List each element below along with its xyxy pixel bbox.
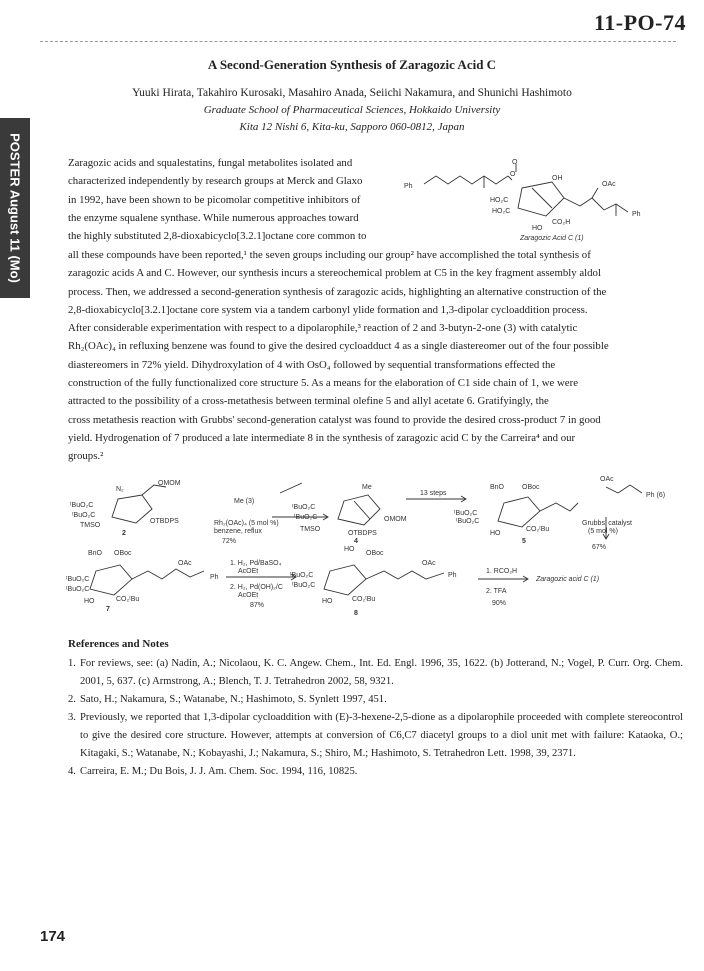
cpd7-oboc: OBoc: [114, 550, 132, 557]
authors: Yuuki Hirata, Takahiro Kurosaki, Masahiro Anada, Seiichi Nakamura, and Shunichi Hashimoto: [132, 87, 572, 99]
ph-label-2: Ph: [632, 211, 641, 218]
cpd2-n2: N₂: [116, 486, 124, 493]
cpd5-obn: BnO: [490, 484, 505, 491]
cpd6-oac: OAc: [600, 476, 614, 483]
step4-s2: 2. H₂, Pd(OH)₂/C: [230, 584, 283, 591]
ester-o-label: O: [510, 171, 516, 178]
header-rule: [40, 41, 676, 42]
cpd7-ring: [90, 565, 132, 595]
cpd8-oboc: OBoc: [366, 550, 384, 557]
page-number: 174: [40, 928, 66, 945]
body-text-full: [68, 246, 683, 466]
paper-title: A Second-Generation Synthesis of Zaragozic Acid C: [207, 57, 497, 72]
step2-text: 13 steps: [420, 490, 447, 497]
cpd4-l2: ᵗBuO₂C: [294, 514, 318, 521]
cpd7-number: 7: [106, 606, 110, 613]
body-line: 2,8-dioxabicyclo[3.2.1]octane core system via a tandem carbonyl ylide formation and 1,3-dipolar cycloaddition process.: [68, 303, 588, 316]
zaragozic-acid-structure: [402, 158, 692, 248]
cpd4-bridge: [354, 501, 370, 519]
cpd4-number: 4: [354, 538, 358, 545]
cpd4-me: Me: [362, 484, 372, 491]
final-product: Zaragozic acid C (1): [536, 576, 600, 583]
step1-cond2: benzene, reflux: [214, 528, 262, 535]
body-line: characterized independently by research groups at Merck and Glaxo: [68, 175, 363, 188]
cpd7-ph: Ph: [210, 574, 219, 581]
core-ring: [518, 182, 564, 216]
alkyne-bond: [280, 483, 302, 493]
step4-s1b: AcOEt: [238, 568, 259, 575]
cpd4-omom: OMOM: [384, 516, 407, 523]
cpd2-omom: OMOM: [158, 480, 181, 487]
cpd7-co2: CO₂ᵗBu: [116, 596, 140, 603]
step4-s2b: AcOEt: [238, 592, 259, 599]
reference-number: 1.: [68, 658, 76, 669]
cpd6-chain: [606, 485, 642, 493]
body-line: After considerable experimentation with respect to a dipolarophile,³ reaction of 2 and 3-butyn-2-one (3) with catalytic: [68, 322, 578, 335]
cpd5-co2: CO₂ᵗBu: [526, 526, 550, 533]
reference-text: Sato, H.; Nakamura, S.; Watanabe, N.; Hashimoto, S. Synlett 1997, 451.: [80, 694, 387, 705]
oac-label: OAc: [602, 181, 616, 188]
poster-code: 11-PO-74: [594, 10, 686, 35]
body-text-narrow: [68, 154, 392, 245]
reference-item: [68, 709, 683, 763]
step5-s2: 2. TFA: [486, 588, 507, 595]
reference-text: Previously, we reported that 1,3-dipolar cycloaddition with (E)-3-hexene-2,5-dione as a dipolarophile proceeded with complete stereocontrol to give the desired core structure. However, attempts at conversion of C6,C7 diacetyl groups to a diol unit met with failure: Kataoka, O.; Kitagaki, S.; Watanabe, N.; Kobayashi, J.; Nakamura, S.; Shiro, M.; Hashimoto, S. Tetrahedron Lett. 1998, 39, 2371.: [80, 712, 683, 759]
body-line: in 1992, have been shown to be picomolar competitive inhibitors of: [68, 193, 361, 206]
body-line: the enzyme squalene synthase. While numerous approaches toward: [68, 211, 359, 224]
cpd5-l1: ᵗBuO₂C: [454, 510, 478, 517]
cpd7-l2: ᵗBuO₂C: [66, 586, 90, 593]
cpd8-ring: [324, 565, 366, 595]
ho-label: HO: [532, 225, 543, 232]
side-tab-label: POSTER August 11 (Mo): [7, 133, 23, 283]
cpd2-l1: ᵗBuO₂C: [70, 502, 94, 509]
cpd2-otbdps: OTBDPS: [150, 518, 179, 525]
cpd8-oac: OAc: [422, 560, 436, 567]
cpd7-obn: BnO: [88, 550, 103, 557]
body-line: Zaragozic acids and squalestatins, fungal metabolites isolated and: [68, 157, 353, 169]
body-line: yield. Hydrogenation of 7 produced a late intermediate 8 in the synthesis of zaragozic acid C by the Carreira⁴ and our: [68, 431, 576, 444]
body-line: all these compounds have been reported,¹ the seven groups including our group² have accomplished the total synthesis of: [68, 249, 591, 261]
oh-label: OH: [552, 175, 563, 182]
cpd5-olefin: [540, 503, 578, 511]
body-line: attracted to the possibility of a cross-metathesis between terminal olefine 5 and allyl acetate 6. Gratifyingly, the: [68, 395, 549, 408]
c1-chain-bond: [564, 198, 628, 212]
cpd6-ph: Ph (6): [646, 492, 666, 499]
cpd5-ring: [498, 497, 540, 527]
step1-yield: 72%: [222, 538, 237, 545]
cpd2-number: 2: [122, 530, 126, 537]
co2h-label: CO₂H: [552, 219, 571, 226]
cpd8-ho: HO: [344, 546, 355, 553]
step3-load: (5 mol %): [588, 528, 618, 535]
ho2c-label-1: HO₂C: [490, 197, 509, 204]
cpd4-l1: ᵗBuO₂C: [292, 504, 316, 511]
reference-text: For reviews, see: (a) Nadin, A.; Nicolaou, K. C. Angew. Chem., Int. Ed. Engl. 1996, 35, 1622. (b) Jotterand, N.; Vogel, P. Curr. Org. Chem. 2001, 5, 637. (c) Armstrong, A.; Blench, T. J. Tetrahedron 2002, 58, 9321.: [80, 658, 683, 687]
step5-s1: 1. RCO₂H: [486, 568, 518, 575]
references-list: [68, 655, 683, 781]
cpd4-ring: [338, 495, 380, 525]
reference-number: 3.: [68, 712, 76, 723]
cpd8-ho2: HO: [322, 598, 333, 605]
step1-cond1: Rh₂(OAc)₄ (5 mol %): [214, 520, 279, 527]
cpd5-oboc: OBoc: [522, 484, 540, 491]
step3-cat: Grubbs' catalyst: [582, 520, 632, 527]
step5-yield: 90%: [492, 600, 507, 607]
bridge-bond: [532, 188, 552, 208]
address: Kita 12 Nishi 6, Kita-ku, Sapporo 060-0812, Japan: [239, 121, 465, 133]
cpd5-ho: HO: [490, 530, 501, 537]
reference-number: 2.: [68, 694, 76, 705]
synthesis-scheme: [66, 473, 690, 623]
reference-item: [68, 691, 683, 709]
cpd8-ph: Ph: [448, 572, 457, 579]
oac-bond: [592, 188, 598, 198]
step4-yield: 87%: [250, 602, 265, 609]
o-label: O: [512, 159, 518, 166]
cpd8-l1: ᵗBuO₂C: [290, 572, 314, 579]
cpd5-l2: ᵗBuO₂C: [456, 518, 480, 525]
ph-label: Ph: [404, 183, 413, 190]
step3-yield: 67%: [592, 544, 607, 551]
cpd2-ring: [112, 495, 152, 523]
body-line: cross metathesis reaction with Grubbs' second-generation catalyst was found to provide the desired cross-product 7 in good: [68, 413, 601, 426]
cpd7-chain: [132, 569, 204, 579]
cpd4-l3: TMSO: [300, 526, 321, 533]
body-line: construction of the fully functionalized core structure 5. As a means for the elaboration of C1 side chain of 1, we were: [68, 377, 578, 390]
reference-item: [68, 655, 683, 691]
cpd2-l3: TMSO: [80, 522, 101, 529]
structure-caption: Zaragozic Acid C (1): [520, 235, 584, 242]
step1-reagent: Me (3): [234, 498, 255, 505]
cpd4-otbdps: OTBDPS: [348, 530, 377, 537]
cpd7-ho: HO: [84, 598, 95, 605]
body-line: process. Then, we addressed a second-generation synthesis of zaragozic acids, highlighting an alternative construction of the: [68, 285, 607, 298]
affiliation: Graduate School of Pharmaceutical Sciences, Hokkaido University: [203, 104, 501, 116]
cpd2-l2: ᵗBuO₂C: [72, 512, 96, 519]
side-chain-bond: [424, 176, 508, 184]
cpd8-chain: [366, 571, 444, 579]
cpd7-oac: OAc: [178, 560, 192, 567]
reference-text: Carreira, E. M.; Du Bois, J. J. Am. Chem. Soc. 1994, 116, 10825.: [80, 766, 358, 777]
body-line: zaragozic acids A and C. However, our synthesis incurs a stereochemical problem at C5 in the key fragment assembly aldol: [68, 267, 601, 280]
body-line: diastereomers in 72% yield. Dihydroxylation of 4 with OsO₄ followed by sequential transformations effected the: [68, 358, 556, 371]
references-heading: References and Notes: [68, 638, 169, 650]
body-line: groups.²: [68, 450, 104, 463]
cpd8-number: 8: [354, 610, 358, 617]
body-line: Rh₂(OAc)₄ in refluxing benzene was found to give the desired cycloadduct 4 as a single diastereomer out of the four possible: [68, 340, 609, 353]
step4-s1: 1. H₂, Pd/BaSO₄: [230, 560, 282, 567]
cpd5-number: 5: [522, 538, 526, 545]
ho2c-label-2: HO₂C: [492, 208, 511, 215]
cpd8-co2: CO₂ᵗBu: [352, 596, 376, 603]
cpd7-l1: ᵗBuO₂C: [66, 576, 90, 583]
side-tab: [0, 118, 30, 298]
reference-number: 4.: [68, 766, 76, 777]
reference-item: [68, 763, 683, 781]
body-line: the highly substituted 2,8-dioxabicyclo[3.2.1]octane core common to: [68, 230, 367, 243]
cpd8-l2: ᵗBuO₂C: [292, 582, 316, 589]
